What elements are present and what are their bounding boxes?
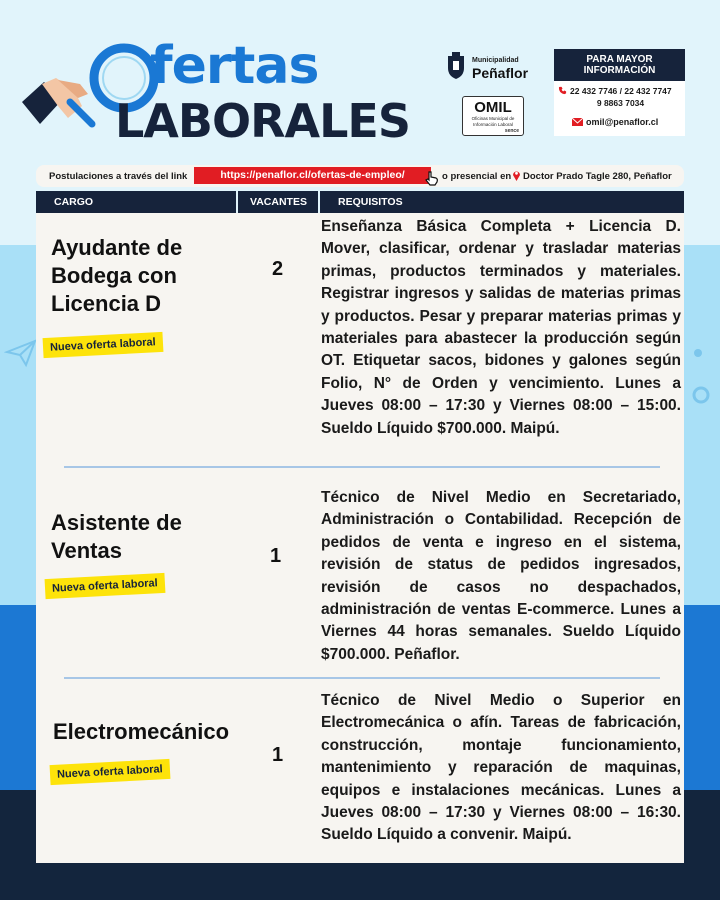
vacancy-count: 2 xyxy=(272,258,284,280)
phone-icon xyxy=(558,86,567,95)
link-prefix: Postulaciones a través del link xyxy=(49,171,188,182)
job-title: Asistente de Ventas xyxy=(51,510,182,563)
sence-label: sence xyxy=(504,128,519,134)
contact-box xyxy=(554,49,685,136)
location-pin-icon xyxy=(512,169,521,181)
column-header-requisitos: REQUISITOS xyxy=(320,191,684,213)
shield-icon xyxy=(446,52,466,80)
mail-icon xyxy=(572,118,583,126)
omil-title: OMIL xyxy=(474,99,512,116)
office-address: Doctor Prado Tagle 280, Peñaflor xyxy=(523,171,672,182)
contact-heading: PARA MAYOR INFORMACIÓN xyxy=(554,49,685,81)
contact-phones xyxy=(558,85,683,109)
job-title: Ayudante de Bodega con Licencia D xyxy=(51,235,183,316)
dots-decoration-icon xyxy=(688,345,714,405)
title-laborales: LABORALES xyxy=(115,94,410,148)
municipality-label: Municipalidad xyxy=(472,57,519,64)
application-link[interactable]: https://penaflor.cl/ofertas-de-empleo/ xyxy=(194,167,431,184)
omil-logo xyxy=(462,96,524,136)
mobile-number: 9 8863 7034 xyxy=(596,98,645,108)
new-offer-badge: Nueva oferta laboral xyxy=(50,759,171,785)
paper-plane-icon xyxy=(4,336,38,370)
vacancy-count: 1 xyxy=(272,744,284,766)
job-title: Electromecánico xyxy=(53,719,230,744)
row-divider xyxy=(64,466,660,468)
omil-subtitle: Oficinas Municipal de Información Laboral xyxy=(471,116,515,127)
row-divider xyxy=(64,677,660,679)
phone-numbers: 22 432 7746 / 22 432 7747 xyxy=(570,86,672,96)
municipality-name: Peñaflor xyxy=(472,65,529,81)
job-requirements: Enseñanza Básica Completa + Licencia D. Mover, clasificar, ordenar y trasladar materias primas, productos terminados y materiales. Registrar ingresos y salidas de materias primas y productos. Pesar y preparar materias primas y materiales para abastecer la producción según OT. Etiquetar sacos, bidones y galones según Folio, N° de Orden y vencimiento. Lunes a Jueves 08:00 – 17:30 y Viernes 08:00 – 15:00. Sueldo Líquido $700.000. Maipú. xyxy=(321,218,681,437)
hand-cursor-icon xyxy=(424,170,440,186)
new-offer-badge: Nueva oferta laboral xyxy=(43,332,164,358)
vacancy-count: 1 xyxy=(270,545,282,567)
title-ofertas: fertas xyxy=(150,36,319,96)
link-middle-text: o presencial en xyxy=(442,171,512,182)
job-requirements: Técnico de Nivel Medio en Secretariado, Administración o Contabilidad. Recepción de pedidos de venta e ingreso en el sistema, revisión de status de pedidos ingresados, revisión de casos no despachados, administración de ventas E-commerce. Lunes a Viernes 44 horas semanales. Sueldo Líquido $700.000. Peñaflor. xyxy=(321,489,681,663)
job-requirements: Técnico de Nivel Medio o Superior en Electromecánica o afín. Tareas de fabricación, construcción, montaje funcionamiento, mantenimiento y reparación de maquinas, equipos e instalaciones mecánicas. Lunes a Jueves 08:00 – 17:30 y Viernes 08:00 – 16:30. Sueldo Líquido a convenir. Maipú. xyxy=(321,692,681,844)
column-header-cargo: CARGO xyxy=(36,191,236,213)
new-offer-badge: Nueva oferta laboral xyxy=(45,573,166,599)
municipality-logo xyxy=(446,52,546,84)
application-link-bar xyxy=(36,165,684,187)
email-text: omil@penaflor.cl xyxy=(586,117,659,127)
column-header-vacantes: VACANTES xyxy=(238,191,318,213)
contact-email[interactable] xyxy=(572,117,658,127)
